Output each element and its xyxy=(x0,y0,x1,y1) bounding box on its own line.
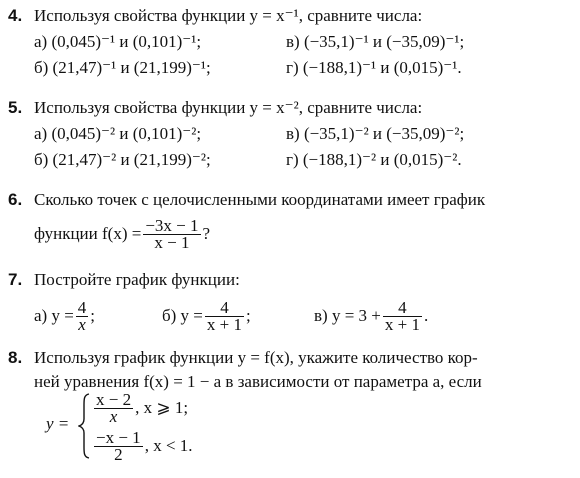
problem-6-number: 6. xyxy=(8,190,23,209)
problem-7-v-suffix: . xyxy=(423,306,429,325)
problem-6-denominator: x − 1 xyxy=(154,232,190,252)
problem-8-case-1 xyxy=(92,390,188,426)
problem-7-b-numerator: 4 xyxy=(205,300,244,317)
problem-6-formula xyxy=(34,214,210,254)
problem-6-prefix: функции f(x) = xyxy=(34,224,142,243)
problem-7-a-fraction xyxy=(76,297,89,334)
problem-5-item-g: г) (−188,1)⁻² и (0,015)⁻². xyxy=(286,150,462,169)
problem-8-case1-numerator: x − 2 xyxy=(96,389,132,409)
problem-8-line2: ней уравнения f(x) = 1 − a в зависимости от параметра a, если xyxy=(34,372,482,391)
problem-6-numerator: −3x − 1 xyxy=(145,215,199,235)
problem-8-case1-fraction xyxy=(94,389,133,426)
problem-8-case2-numerator: −x − 1 xyxy=(96,427,141,447)
problem-6-line1: Сколько точек с целочисленными координатами имеет график xyxy=(34,190,486,209)
problem-5-statement: Используя свойства функции y = x⁻², сравните числа: xyxy=(34,98,423,117)
problem-7-a-prefix: а) y = xyxy=(34,306,74,325)
curly-brace-icon xyxy=(78,393,90,459)
problem-8-case2-condition: , x < 1. xyxy=(144,436,193,455)
problem-7-v-fraction xyxy=(383,297,422,334)
problem-5-item-v: в) (−35,1)⁻² и (−35,09)⁻²; xyxy=(286,124,465,143)
problem-7-a-numerator: 4 xyxy=(77,297,87,317)
problem-4-item-g: г) (−188,1)⁻¹ и (0,015)⁻¹. xyxy=(286,58,462,77)
problem-7-a-denominator: x xyxy=(78,314,86,334)
problem-7-b-denominator: x + 1 xyxy=(206,314,242,334)
problem-7-b-prefix: б) y = xyxy=(162,306,203,325)
problem-8-case1-denominator: x xyxy=(109,406,118,426)
problem-7-item-v xyxy=(314,296,428,336)
problem-5-number: 5. xyxy=(8,98,23,117)
problem-4-statement: Используя свойства функции y = x⁻¹, сравните числа: xyxy=(34,6,423,25)
problem-6-fraction xyxy=(143,215,200,252)
problem-7-b-suffix: ; xyxy=(246,306,251,325)
problem-7-item-a xyxy=(34,296,95,336)
problem-7-v-prefix: в) y = 3 + xyxy=(314,306,381,325)
problem-5-item-b: б) (21,47)⁻² и (21,199)⁻²; xyxy=(34,150,211,169)
problem-7-v-numerator: 4 xyxy=(383,300,422,317)
problem-4-item-b: б) (21,47)⁻¹ и (21,199)⁻¹; xyxy=(34,58,211,77)
problem-6-suffix: ? xyxy=(202,224,211,243)
problem-7-number: 7. xyxy=(8,270,23,289)
problem-7-item-b xyxy=(162,296,251,336)
problem-7-a-suffix: ; xyxy=(90,306,96,325)
problem-4-item-a: а) (0,045)⁻¹ и (0,101)⁻¹; xyxy=(34,32,202,51)
problem-8-number: 8. xyxy=(8,348,23,367)
problem-7-statement: Постройте график функции: xyxy=(34,270,240,289)
problem-8-line1: Используя график функции y = f(x), укажите количество кор- xyxy=(34,348,478,367)
problem-7-b-fraction xyxy=(205,297,244,334)
problem-8-case1-condition: , x ⩾ 1; xyxy=(135,398,189,417)
problem-7-v-denominator: x + 1 xyxy=(384,314,420,334)
problem-5-item-a: а) (0,045)⁻² и (0,101)⁻²; xyxy=(34,124,202,143)
problem-8-lhs: y = xyxy=(46,414,70,433)
problem-4-item-v: в) (−35,1)⁻¹ и (−35,09)⁻¹; xyxy=(286,32,465,51)
problem-8-case2-denominator: 2 xyxy=(114,444,123,464)
problem-8-case2-fraction xyxy=(94,427,143,464)
problem-8-case-2 xyxy=(92,428,193,464)
problem-4-number: 4. xyxy=(8,6,23,25)
